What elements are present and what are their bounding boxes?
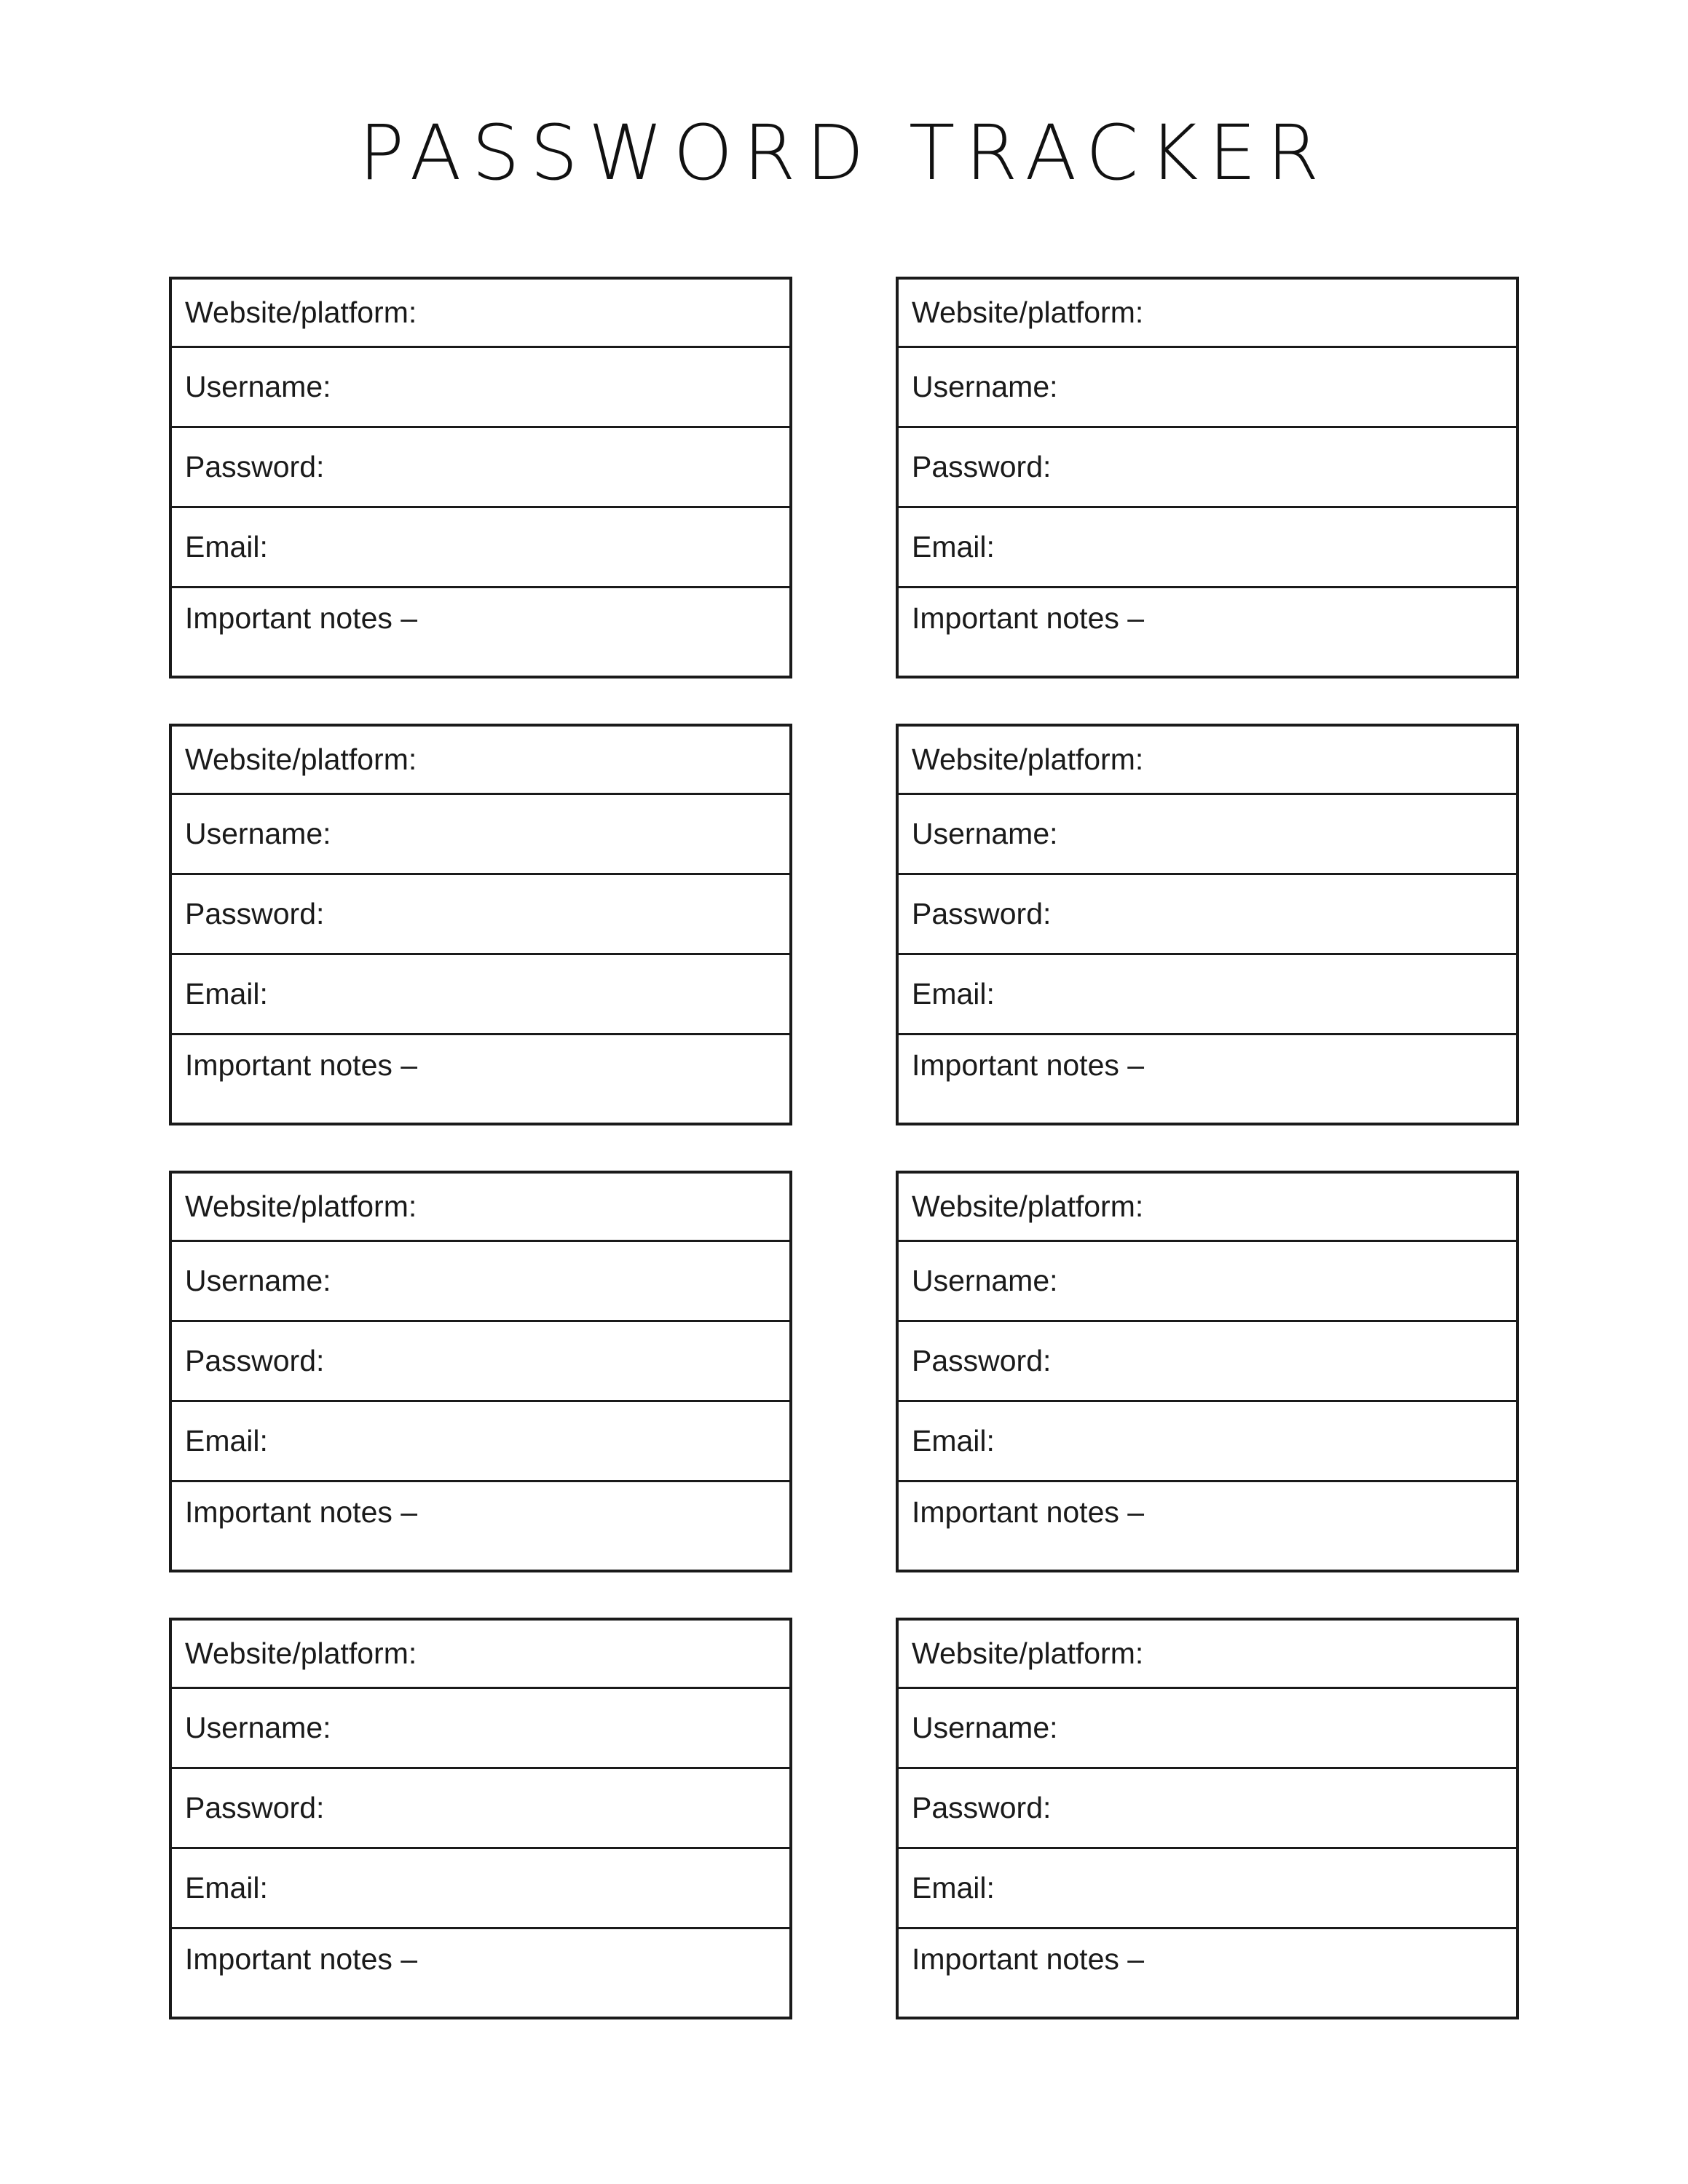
website-field[interactable]: Website/platform: bbox=[172, 1621, 789, 1689]
password-card-grid bbox=[169, 277, 1519, 2019]
username-field[interactable]: Username: bbox=[172, 1689, 789, 1769]
username-field[interactable]: Username: bbox=[899, 1242, 1516, 1322]
email-field[interactable]: Email: bbox=[172, 1402, 789, 1482]
email-field[interactable]: Email: bbox=[899, 955, 1516, 1035]
password-card bbox=[169, 1171, 792, 1572]
notes-field[interactable]: Important notes – bbox=[185, 1048, 418, 1082]
email-field[interactable]: Email: bbox=[172, 1849, 789, 1929]
email-field[interactable]: Email: bbox=[899, 1402, 1516, 1482]
password-card bbox=[169, 1618, 792, 2019]
website-field[interactable]: Website/platform: bbox=[172, 280, 789, 348]
website-field[interactable]: Website/platform: bbox=[172, 1174, 789, 1242]
notes-field[interactable]: Important notes – bbox=[185, 601, 418, 635]
username-field[interactable]: Username: bbox=[899, 348, 1516, 428]
username-field[interactable]: Username: bbox=[172, 795, 789, 875]
username-field[interactable]: Username: bbox=[172, 348, 789, 428]
page-title: PASSWORD TRACKER bbox=[358, 108, 1330, 197]
username-field[interactable]: Username: bbox=[899, 1689, 1516, 1769]
notes-field[interactable]: Important notes – bbox=[912, 1048, 1145, 1082]
password-field[interactable]: Password: bbox=[172, 875, 789, 955]
notes-field[interactable]: Important notes – bbox=[912, 601, 1145, 635]
password-field[interactable]: Password: bbox=[172, 1769, 789, 1849]
notes-field[interactable]: Important notes – bbox=[912, 1495, 1145, 1529]
password-field[interactable]: Password: bbox=[899, 428, 1516, 508]
email-field[interactable]: Email: bbox=[172, 955, 789, 1035]
notes-field[interactable]: Important notes – bbox=[912, 1942, 1145, 1976]
username-field[interactable]: Username: bbox=[172, 1242, 789, 1322]
password-card bbox=[896, 724, 1519, 1125]
notes-field[interactable]: Important notes – bbox=[185, 1495, 418, 1529]
website-field[interactable]: Website/platform: bbox=[172, 727, 789, 795]
password-field[interactable]: Password: bbox=[172, 1322, 789, 1402]
email-field[interactable]: Email: bbox=[899, 1849, 1516, 1929]
website-field[interactable]: Website/platform: bbox=[899, 727, 1516, 795]
email-field[interactable]: Email: bbox=[172, 508, 789, 588]
password-field[interactable]: Password: bbox=[899, 1322, 1516, 1402]
email-field[interactable]: Email: bbox=[899, 508, 1516, 588]
password-card bbox=[169, 277, 792, 678]
username-field[interactable]: Username: bbox=[899, 795, 1516, 875]
password-card bbox=[896, 1618, 1519, 2019]
password-field[interactable]: Password: bbox=[172, 428, 789, 508]
notes-field[interactable]: Important notes – bbox=[185, 1942, 418, 1976]
password-field[interactable]: Password: bbox=[899, 875, 1516, 955]
password-card bbox=[169, 724, 792, 1125]
password-field[interactable]: Password: bbox=[899, 1769, 1516, 1849]
website-field[interactable]: Website/platform: bbox=[899, 1174, 1516, 1242]
password-card bbox=[896, 277, 1519, 678]
password-card bbox=[896, 1171, 1519, 1572]
website-field[interactable]: Website/platform: bbox=[899, 1621, 1516, 1689]
website-field[interactable]: Website/platform: bbox=[899, 280, 1516, 348]
